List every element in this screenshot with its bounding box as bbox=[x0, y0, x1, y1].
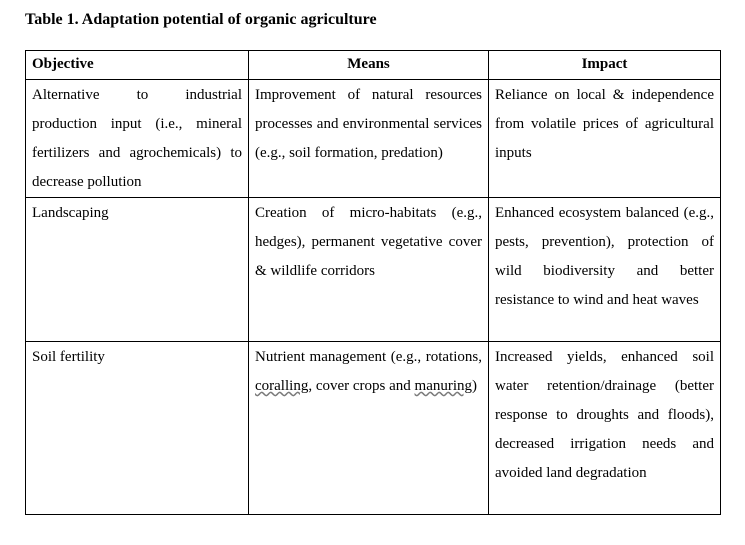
means-text-part: , cover crops and bbox=[308, 378, 415, 394]
spellcheck-word: coralling bbox=[255, 378, 309, 394]
cell-means: Creation of micro-habitats (e.g., hedges), permanent vegetative cover & wildlife corridors bbox=[249, 198, 489, 342]
header-objective: Objective bbox=[26, 51, 249, 80]
cell-impact: Enhanced ecosystem balanced (e.g., pests, prevention), protection of wild biodiversity and better resistance to wind and heat waves bbox=[489, 198, 721, 342]
table-caption: Table 1. Adaptation potential of organic agriculture bbox=[25, 11, 377, 28]
table-header-row bbox=[26, 51, 721, 80]
spellcheck-word: manuring bbox=[414, 378, 473, 394]
adaptation-table bbox=[25, 50, 721, 515]
table-row bbox=[26, 80, 721, 198]
means-text-part: ) bbox=[472, 378, 478, 394]
cell-objective: Landscaping bbox=[26, 198, 249, 342]
cell-objective: Alternative to industrial production input (i.e., mineral fertilizers and agrochemicals) to decrease pollution bbox=[26, 80, 249, 198]
means-text-part: Nutrient management (e.g., rotations, bbox=[255, 349, 482, 365]
header-impact: Impact bbox=[489, 51, 721, 80]
cell-impact: Increased yields, enhanced soil water retention/drainage (better response to droughts and floods), decreased irrigation needs and avoided land degradation bbox=[489, 342, 721, 515]
table-row bbox=[26, 342, 721, 515]
header-means: Means bbox=[249, 51, 489, 80]
cell-impact: Reliance on local & independence from volatile prices of agricultural inputs bbox=[489, 80, 721, 198]
cell-means: Improvement of natural resources processes and environmental services (e.g., soil formation, predation) bbox=[249, 80, 489, 198]
cell-means bbox=[249, 342, 489, 515]
cell-objective: Soil fertility bbox=[26, 342, 249, 515]
table-row bbox=[26, 198, 721, 342]
